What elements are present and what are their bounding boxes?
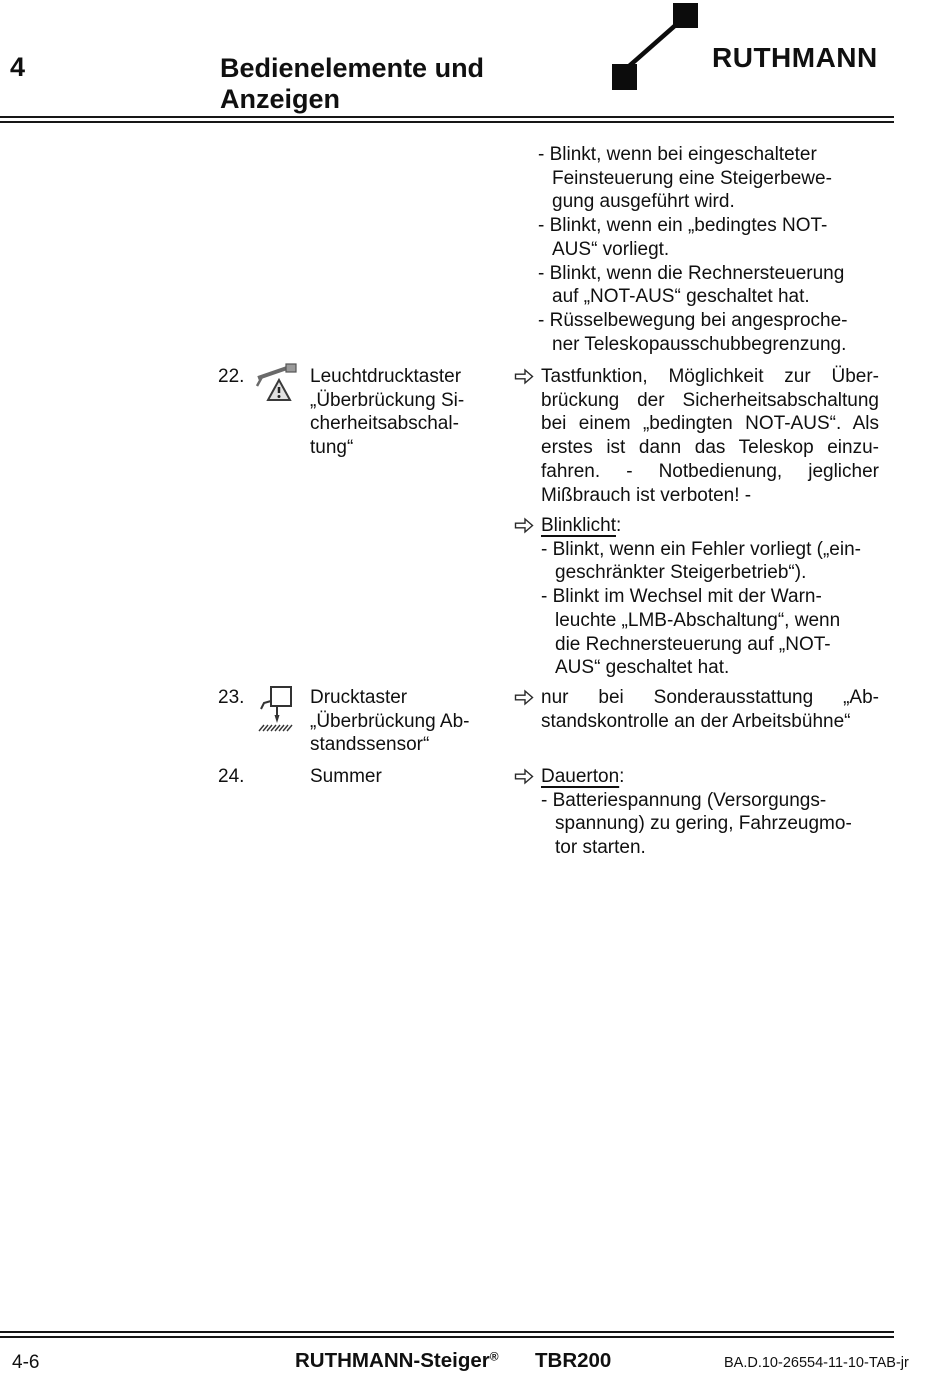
- description-line: bei einem „bedingten NOT-AUS“. Als: [541, 413, 879, 435]
- item-label-line: tung“: [310, 437, 354, 459]
- registered-trademark-symbol: ®: [489, 1349, 499, 1364]
- blinklicht-line: geschränkter Steigerbetrieb“).: [555, 562, 807, 584]
- item-label-line: Leuchtdrucktaster: [310, 366, 462, 387]
- page-title: [220, 53, 484, 115]
- dauerton-heading: [541, 765, 879, 789]
- dauerton-line: spannung) zu gering, Fahrzeugmo-: [555, 813, 852, 835]
- item-label-line: standssensor“: [310, 734, 430, 756]
- item-number: 22.: [218, 366, 245, 387]
- blinklicht-heading-colon: :: [615, 515, 622, 536]
- page-title-line1: Bedienelemente und: [220, 53, 485, 83]
- arrow-bullet-icon: [514, 689, 534, 706]
- intro-line: - Blinkt, wenn die Rechnersteuerung: [538, 262, 845, 284]
- blinklicht-line: die Rechnersteuerung auf „NOT-: [555, 633, 831, 655]
- item-label-line: cherheitsabschal-: [310, 413, 459, 435]
- item-label-line: „Überbrückung Si-: [310, 389, 465, 411]
- intro-line: auf „NOT-AUS“ geschaltet hat.: [552, 286, 810, 308]
- arrow-bullet-icon: [514, 517, 534, 534]
- intro-line: AUS“ vorliegt.: [552, 238, 670, 260]
- item22-blinklicht-block: [514, 514, 886, 680]
- blinklicht-heading-text: Blinklicht: [541, 515, 616, 536]
- description-line: standskontrolle an der Arbeitsbühne“: [541, 710, 851, 732]
- intro-line: - Blinkt, wenn ein „bedingtes NOT-: [538, 215, 828, 237]
- description-line: brückung der Sicherheitsabschaltung: [541, 389, 879, 411]
- item-number: 24.: [218, 766, 245, 787]
- blinklicht-line: - Blinkt im Wechsel mit der Warn-: [541, 586, 822, 608]
- arrow-bullet-icon: [514, 768, 534, 785]
- footer-page-number: 4-6: [12, 1352, 40, 1373]
- item-number: 23.: [218, 687, 245, 708]
- item-label: [310, 686, 505, 757]
- item-label-line: „Überbrückung Ab-: [310, 710, 470, 732]
- intro-line: Feinsteuerung eine Steigerbewe-: [552, 167, 832, 189]
- item-label-line: Drucktaster: [310, 687, 408, 708]
- footer-product: [295, 1349, 499, 1373]
- intro-bullet-list: [538, 143, 886, 356]
- description-line: Tastfunktion, Möglichkeit zur Über-: [541, 366, 879, 387]
- intro-line: gung ausgeführt wird.: [552, 191, 735, 213]
- description-line: erstes ist dann das Teleskop einzu-: [541, 437, 879, 459]
- page-title-line2: Anzeigen: [220, 84, 341, 114]
- dauerton-line: - Batteriespannung (Versorgungs-: [541, 789, 827, 811]
- intro-line: - Blinkt, wenn bei eingeschalteter: [538, 144, 817, 165]
- intro-line: ner Teleskopausschubbegrenzung.: [552, 333, 847, 355]
- blinklicht-line: - Blinkt, wenn ein Fehler vorliegt („ein-: [541, 538, 861, 560]
- distance-sensor-icon: [255, 685, 301, 735]
- footer-doc-code: BA.D.10-26554-11-10-TAB-jr: [724, 1355, 909, 1371]
- dauerton-heading-text: Dauerton: [541, 766, 620, 787]
- blinklicht-line: leuchte „LMB-Abschaltung“, wenn: [555, 609, 841, 631]
- ruthmann-logo-icon: [606, 0, 706, 95]
- description-line: Mißbrauch ist verboten! -: [541, 484, 752, 506]
- chapter-number: 4: [10, 52, 26, 82]
- intro-line: - Rüsselbewegung bei angesproche-: [538, 309, 848, 331]
- steiger-warning-icon: [255, 362, 301, 406]
- dauerton-line: tor starten.: [555, 837, 646, 859]
- item-description: [514, 686, 886, 733]
- blinklicht-heading: [541, 514, 879, 538]
- blinklicht-line: AUS“ geschaltet hat.: [555, 657, 730, 679]
- dauerton-heading-colon: :: [619, 766, 625, 787]
- footer-model: TBR200: [535, 1349, 612, 1372]
- item-description: [514, 365, 886, 507]
- description-line: nur bei Sonderausstattung „Ab-: [541, 687, 879, 708]
- footer-divider: [0, 1331, 894, 1338]
- item-label-line: Summer: [310, 766, 382, 787]
- arrow-bullet-icon: [514, 368, 534, 385]
- item-description: [514, 765, 886, 860]
- description-line: fahren. - Notbedienung, jeglicher: [541, 460, 879, 482]
- brand-wordmark: RUTHMANN: [712, 42, 878, 73]
- item-label: [310, 365, 505, 460]
- footer-product-name: RUTHMANN-Steiger: [295, 1349, 490, 1372]
- header-divider: [0, 116, 894, 123]
- item-label: [310, 765, 505, 789]
